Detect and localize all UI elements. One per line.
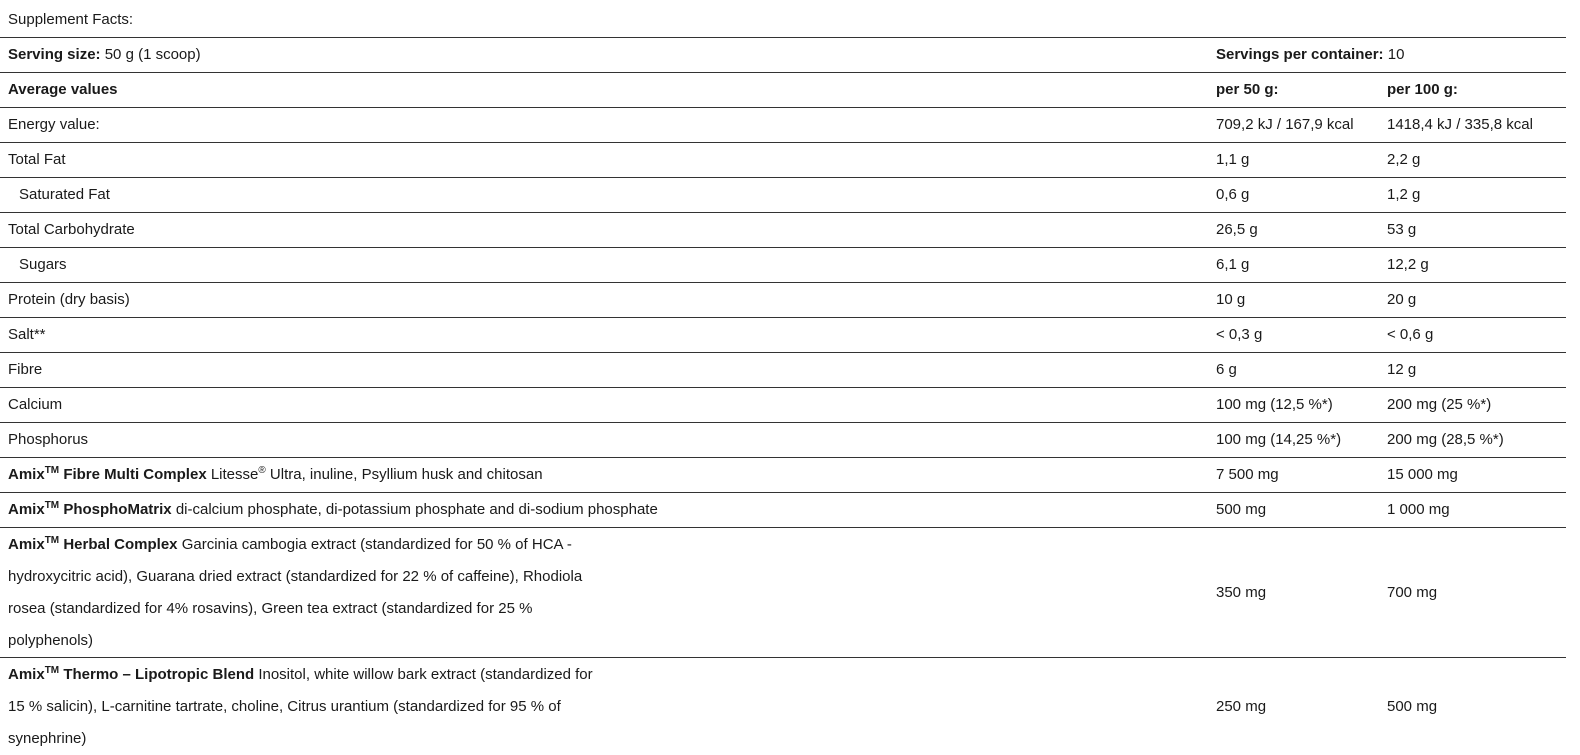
blend-name-cell (0, 458, 1216, 493)
table-row (0, 143, 1566, 178)
nutrient-name: Phosphorus (0, 423, 1216, 458)
blend-brand: Amix™ (8, 466, 59, 483)
table-row (0, 248, 1566, 283)
table-row (0, 213, 1566, 248)
per-100g-value: 20 g (1387, 283, 1566, 318)
servings-per-container-value: 10 (1388, 46, 1405, 63)
table-row (0, 178, 1566, 213)
per-100g-value: 53 g (1387, 213, 1566, 248)
blend-brand: Amix™ (8, 501, 59, 518)
serving-size-cell (0, 38, 1216, 73)
servings-per-container-cell (1216, 38, 1566, 73)
blend-name-cell (0, 658, 1216, 755)
per-50g-value: 100 mg (12,5 %*) (1216, 388, 1387, 423)
nutrient-name: Fibre (0, 353, 1216, 388)
table-row (0, 423, 1566, 458)
blend-name-cell (0, 493, 1216, 528)
nutrient-name: Protein (dry basis) (0, 283, 1216, 318)
nutrient-name: Calcium (0, 388, 1216, 423)
supplement-facts-table (0, 37, 1566, 755)
per-100g-value: 12,2 g (1387, 248, 1566, 283)
blend-name: Herbal Complex (63, 536, 177, 553)
per-50g-value: 1,1 g (1216, 143, 1387, 178)
table-row (0, 388, 1566, 423)
nutrient-name: Total Fat (0, 143, 1216, 178)
per-50g-value: 100 mg (14,25 %*) (1216, 423, 1387, 458)
blend-description: Inositol, white willow bark extract (standardized for 15 % salicin), L-carnitine tartrate, choline, Citrus urantium (standardized for 95 % of synephrine) (8, 666, 593, 747)
average-values-header: Average values (0, 73, 1216, 108)
blend-name: Thermo – Lipotropic Blend (63, 666, 254, 683)
blend-row (0, 493, 1566, 528)
serving-row (0, 38, 1566, 73)
per-50g-value: 250 mg (1216, 658, 1387, 755)
per-100g-value: < 0,6 g (1387, 318, 1566, 353)
servings-per-container-label: Servings per container: (1216, 46, 1384, 63)
per-100g-value: 2,2 g (1387, 143, 1566, 178)
per-100g-value: 200 mg (25 %*) (1387, 388, 1566, 423)
per-100g-value: 1,2 g (1387, 178, 1566, 213)
per-50g-value: 26,5 g (1216, 213, 1387, 248)
table-row (0, 283, 1566, 318)
per-50g-value: 0,6 g (1216, 178, 1387, 213)
nutrient-name: Saturated Fat (0, 178, 1216, 213)
header-row (0, 73, 1566, 108)
per-50g-value: 6,1 g (1216, 248, 1387, 283)
blend-row (0, 528, 1566, 658)
table-row (0, 108, 1566, 143)
blend-name: PhosphoMatrix (63, 501, 171, 518)
blend-description: di-calcium phosphate, di-potassium phosphate and di-sodium phosphate (176, 501, 658, 518)
panel-title: Supplement Facts: (8, 9, 133, 31)
nutrient-name: Sugars (0, 248, 1216, 283)
blend-brand: Amix™ (8, 666, 59, 683)
per-50g-value: 7 500 mg (1216, 458, 1387, 493)
blend-description: Litesse® Ultra, inuline, Psyllium husk and chitosan (211, 466, 543, 483)
blend-name: Fibre Multi Complex (63, 466, 206, 483)
serving-size-label: Serving size: (8, 46, 101, 63)
per-100g-value: 200 mg (28,5 %*) (1387, 423, 1566, 458)
per-50g-value: 6 g (1216, 353, 1387, 388)
blend-name-cell (0, 528, 1216, 658)
per-100g-header: per 100 g: (1387, 73, 1566, 108)
blend-row (0, 458, 1566, 493)
per-50g-value: 10 g (1216, 283, 1387, 318)
per-50g-value: 709,2 kJ / 167,9 kcal (1216, 108, 1387, 143)
serving-size-value: 50 g (1 scoop) (105, 46, 201, 63)
per-100g-value: 1418,4 kJ / 335,8 kcal (1387, 108, 1566, 143)
per-100g-value: 12 g (1387, 353, 1566, 388)
per-50g-header: per 50 g: (1216, 73, 1387, 108)
table-row (0, 353, 1566, 388)
nutrient-name: Total Carbohydrate (0, 213, 1216, 248)
table-row (0, 318, 1566, 353)
blend-brand: Amix™ (8, 536, 59, 553)
per-100g-value: 700 mg (1387, 528, 1566, 658)
per-50g-value: < 0,3 g (1216, 318, 1387, 353)
per-50g-value: 500 mg (1216, 493, 1387, 528)
per-50g-value: 350 mg (1216, 528, 1387, 658)
blend-description: Garcinia cambogia extract (standardized for 50 % of HCA - hydroxycitric acid), Guarana dried extract (standardized for 22 % of caffeine), Rhodiola rosea (standardized for 4% rosavins), Green tea extract (standardized for 25 % polyphenols) (8, 536, 582, 649)
blend-row (0, 658, 1566, 755)
nutrient-name: Salt** (0, 318, 1216, 353)
per-100g-value: 15 000 mg (1387, 458, 1566, 493)
per-100g-value: 1 000 mg (1387, 493, 1566, 528)
per-100g-value: 500 mg (1387, 658, 1566, 755)
nutrient-name: Energy value: (0, 108, 1216, 143)
